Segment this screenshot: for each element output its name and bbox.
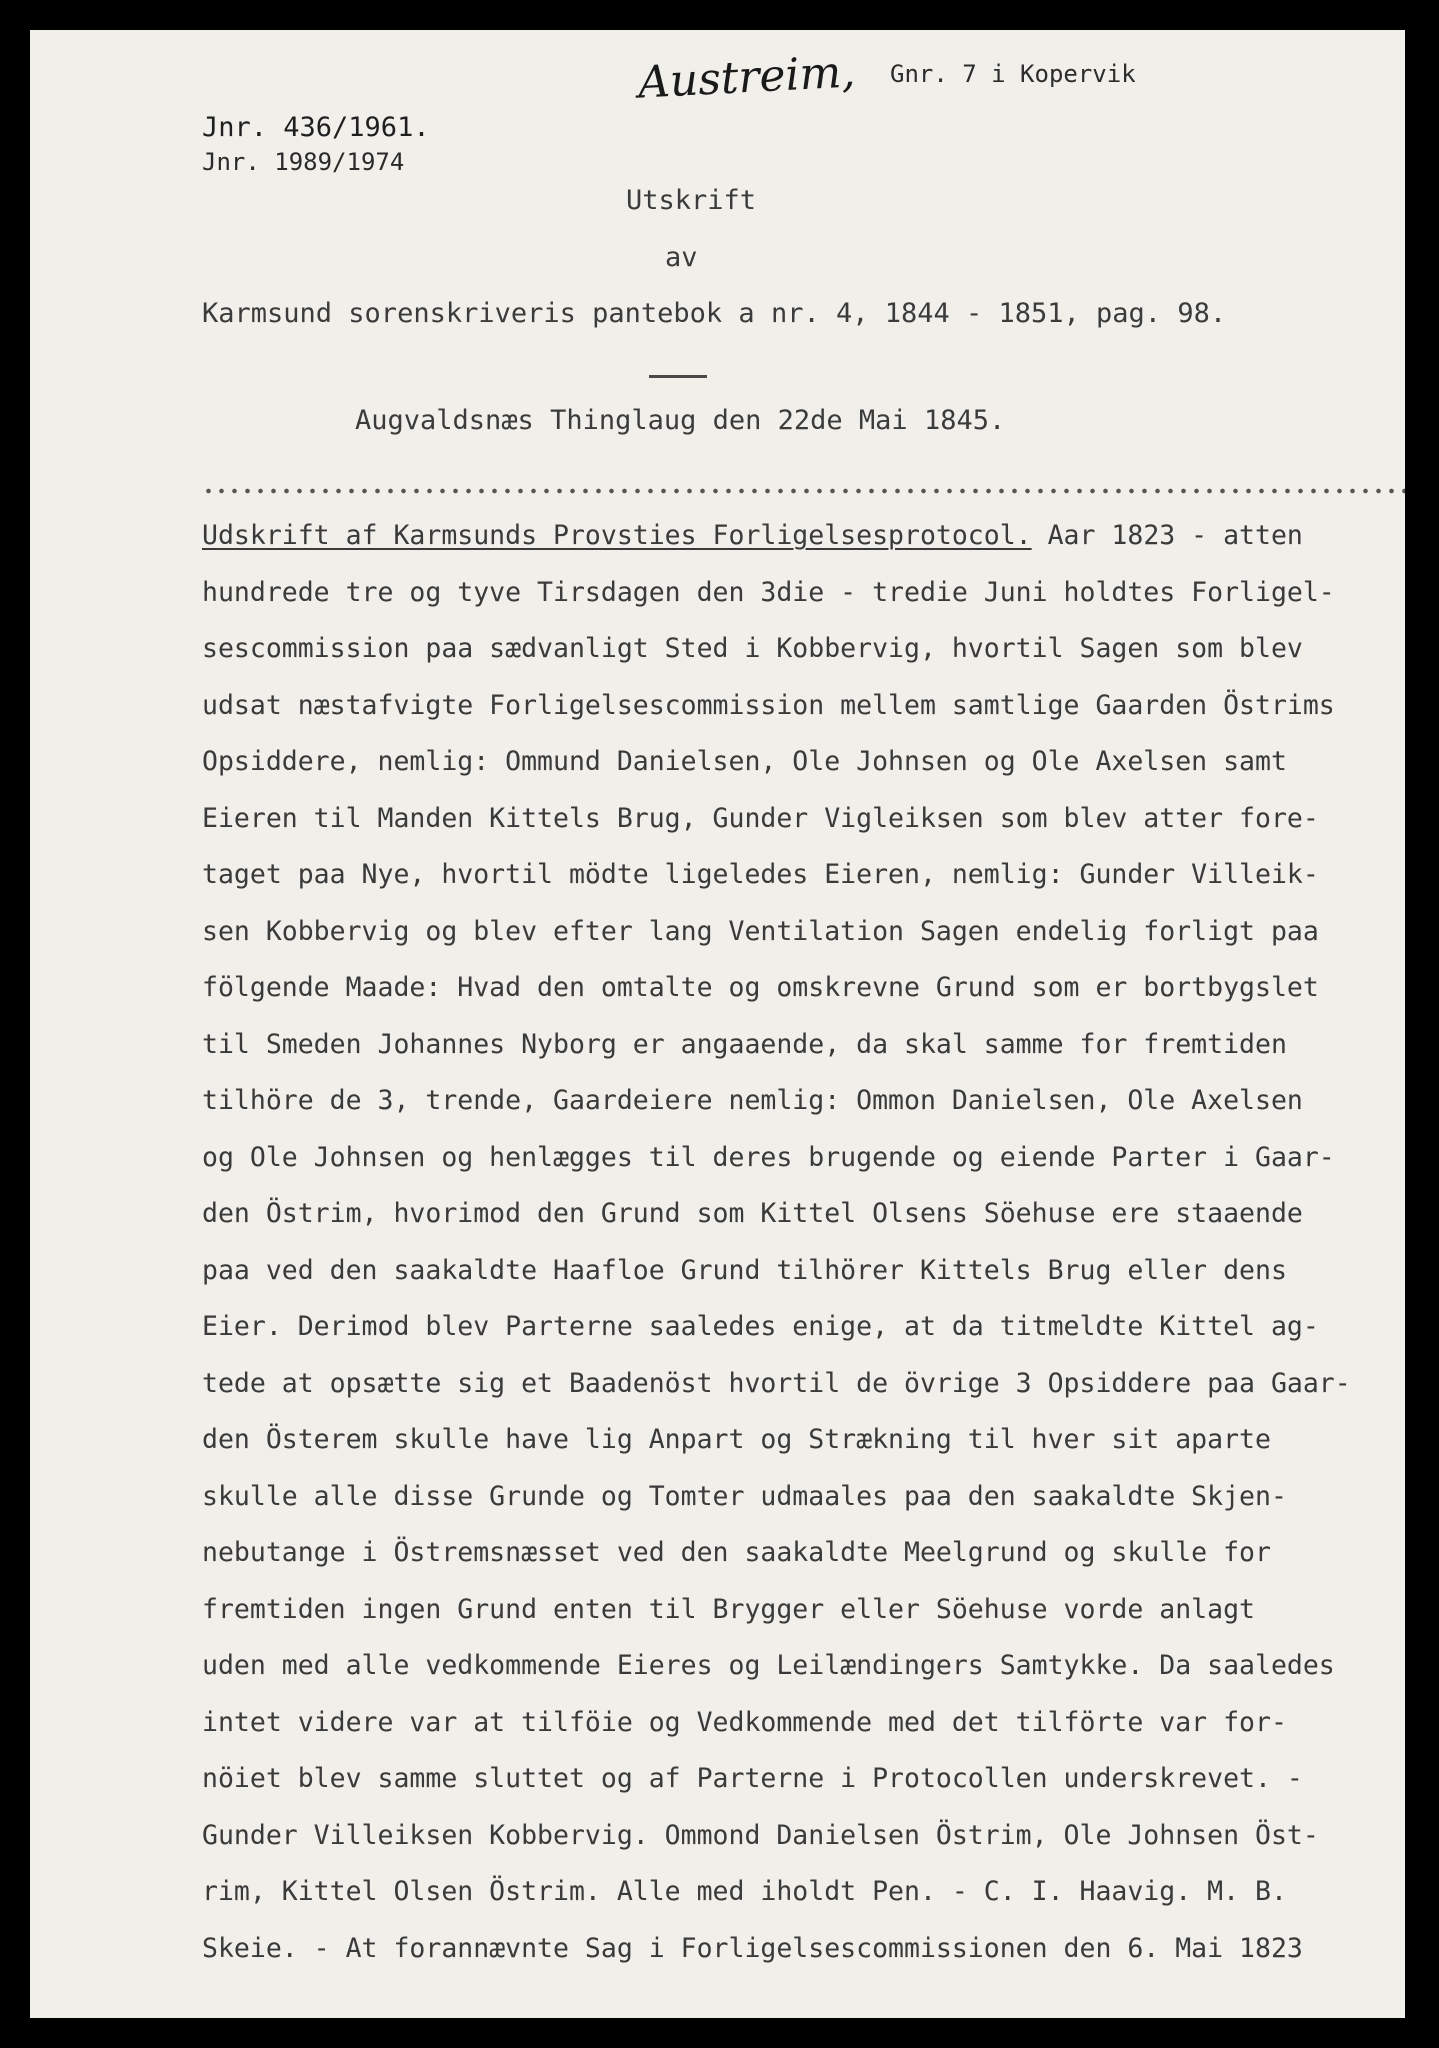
body-line: fremtiden ingen Grund enten til Brygger eller Söehuse vorde anlagt xyxy=(202,1593,1255,1625)
body-line: skulle alle disse Grunde og Tomter udmaales paa den saakaldte Skjen- xyxy=(202,1480,1287,1512)
body-line: sescommission paa sædvanligt Sted i Kobbervig, hvortil Sagen som blev xyxy=(202,633,1303,664)
body-line: Skeie. - At forannævnte Sag i Forligelsescommissionen den 6. Mai 1823 xyxy=(202,1932,1303,1964)
body-line: til Smeden Johannes Nyborg er angaaende, da skal samme for fremtiden xyxy=(202,1028,1287,1060)
property-reference: Gnr. 7 i Kopervik xyxy=(890,60,1136,88)
body-line: Eieren til Manden Kittels Brug, Gunder Vigleiksen som blev atter fore- xyxy=(202,802,1319,834)
title-separator xyxy=(649,375,707,378)
body-line: Eier. Derimod blev Parterne saaledes enige, at da titmeldte Kittel ag- xyxy=(202,1311,1319,1342)
body-line: rim, Kittel Olsen Östrim. Alle med iholdt Pen. - C. I. Haavig. M. B. xyxy=(202,1876,1287,1907)
body-line: nöiet blev samme sluttet og af Parterne i Protocollen underskrevet. - xyxy=(202,1763,1303,1794)
body-line: intet videre var at tilföie og Vedkommende med det tilförte var for- xyxy=(202,1706,1287,1738)
body-line-heading: Udskrift af Karmsunds Provsties Forligelsesprotocol. xyxy=(202,520,1032,551)
body-line: paa ved den saakaldte Haafloe Grund tilhörer Kittels Brug eller dens xyxy=(202,1254,1287,1286)
body-line: fölgende Maade: Hvad den omtalte og omskrevne Grund som er bortbygslet xyxy=(202,972,1319,1003)
journal-number-2: Jnr. 1989/1974 xyxy=(202,148,405,176)
journal-number-1: Jnr. 436/1961. xyxy=(202,112,430,143)
body-line: Gunder Villeiksen Kobbervig. Ommond Danielsen Östrim, Ole Johnsen Öst- xyxy=(202,1819,1319,1851)
dotted-divider xyxy=(202,488,1405,494)
handwritten-annotation: Austreim, xyxy=(636,46,857,109)
body-line: tilhöre de 3, trende, Gaardeiere nemlig: Ommon Danielsen, Ole Axelsen xyxy=(202,1085,1303,1116)
document-page xyxy=(30,30,1405,2018)
body-line: den Östrim, hvorimod den Grund som Kittel Olsens Söehuse ere staaende xyxy=(202,1198,1303,1229)
body-line: hundrede tre og tyve Tirsdagen den 3die - tredie Juni holdtes Forligel- xyxy=(202,576,1335,608)
title-line-2: av xyxy=(665,242,698,273)
body-line: Opsiddere, nemlig: Ommund Danielsen, Ole Johnsen og Ole Axelsen samt xyxy=(202,746,1287,777)
body-line: tede at opsætte sig et Baadenöst hvortil de övrige 3 Opsiddere paa Gaar- xyxy=(202,1367,1351,1399)
body-line: sen Kobbervig og blev efter lang Ventilation Sagen endelig forligt paa xyxy=(202,915,1319,947)
body-line: taget paa Nye, hvortil mödte ligeledes Eieren, nemlig: Gunder Villeik- xyxy=(202,859,1319,890)
title-line-3: Karmsund sorenskriveris pantebok a nr. 4, 1844 - 1851, pag. 98. xyxy=(202,298,1227,329)
body-line: uden med alle vedkommende Eieres og Leilændingers Samtykke. Da saaledes xyxy=(202,1650,1335,1681)
body-line: nebutange i Östremsnæsset ved den saakaldte Meelgrund og skulle for xyxy=(202,1537,1271,1568)
body-line xyxy=(202,520,1303,551)
venue-line: Augvaldsnæs Thinglaug den 22de Mai 1845. xyxy=(355,405,1006,436)
body-line: udsat næstafvigte Forligelsescommission mellem samtlige Gaarden Östrims xyxy=(202,689,1335,721)
body-line: den Österem skulle have lig Anpart og Strækning til hver sit aparte xyxy=(202,1424,1271,1455)
body-line-rest: Aar 1823 - atten xyxy=(1031,520,1303,551)
title-line-1: Utskrift xyxy=(626,185,757,216)
body-line: og Ole Johnsen og henlægges til deres brugende og eiende Parter i Gaar- xyxy=(202,1141,1335,1173)
